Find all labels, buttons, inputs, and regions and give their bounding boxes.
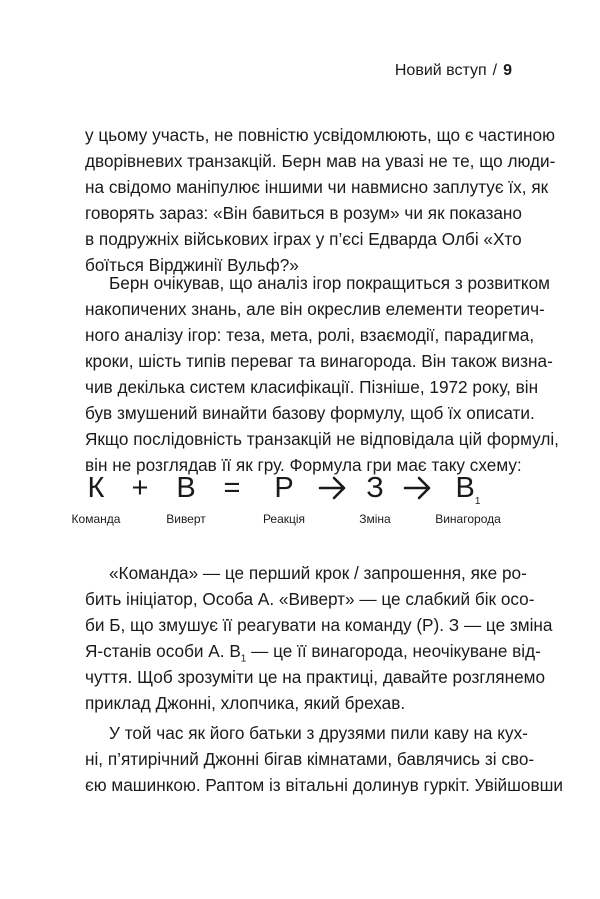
formula-symbol-v: В [176, 472, 196, 504]
paragraph-2 [85, 270, 559, 478]
text-line: бить ініціатор, Особа А. «Виверт» — це слабкий бік осо- [85, 589, 535, 609]
formula-equals: = [223, 472, 241, 504]
game-formula [0, 468, 600, 538]
text-line: «Команда» — це перший крок / запрошення, яке ро- [109, 563, 527, 583]
text-line: говорять зараз: «Він бавиться в розум» чи як показано [85, 203, 522, 223]
text-line: Якщо послідовність транзакцій не відповідала цій формулі, [85, 429, 559, 449]
header-separator: / [492, 62, 498, 79]
paragraph-4 [85, 720, 564, 798]
running-header [395, 62, 512, 80]
page-number: 9 [503, 62, 512, 79]
text-line: накопичених знань, але він окреслив елементи теоретич- [85, 299, 545, 319]
text-line: на свідомо маніпулює іншими чи навмисно заплутує їх, як [85, 177, 549, 197]
paragraph-3 [85, 560, 553, 716]
formula-label-response: Реакція [262, 512, 306, 526]
text-line: У той час як його батьки з друзями пили каву на кух- [109, 723, 528, 743]
formula-label-payoff: Винагорода [435, 512, 501, 526]
paragraph-1 [85, 122, 556, 278]
text-line: дворівневих транзакцій. Берн мав на увазі не те, що люди- [85, 151, 556, 171]
text-line: він не розглядав її як гру. Формула гри має таку схему: [85, 455, 522, 475]
formula-symbol-v1-letter: В [455, 472, 475, 504]
text-line: чив декілька систем класифікації. Пізніше, 1972 року, він [85, 377, 539, 397]
text-line: приклад Джонні, хлопчика, який брехав. [85, 693, 406, 713]
text-fragment: — це її винагорода, неочікуване від- [246, 641, 541, 661]
formula-label-switch: Зміна [359, 512, 391, 526]
text-line: Берн очікував, що аналіз ігор покращиться з розвитком [109, 273, 550, 293]
arrow-right-icon [318, 475, 348, 501]
text-line: би Б, що змушує її реагувати на команду (Р). З — це зміна [85, 615, 553, 635]
arrow-right-icon [403, 475, 433, 501]
text-line: чуття. Щоб зрозуміти це на практиці, давайте розглянемо [85, 667, 546, 687]
text-line: ні, п’ятирічний Джонні бігав кімнатами, бавлячись зі сво- [85, 749, 535, 769]
text-line: боїться Вірджинії Вульф?» [85, 255, 299, 275]
text-line: був змушений винайти базову формулу, щоб їх описати. [85, 403, 535, 423]
text-line [85, 638, 541, 665]
chapter-title: Новий вступ [394, 62, 487, 79]
text-fragment: Я-станів особи А. В [85, 641, 241, 661]
subscript: 1 [240, 653, 247, 665]
text-line: кроки, шість типів переваг та винагорода. Він також визна- [85, 351, 553, 371]
formula-symbol-r: Р [274, 472, 294, 504]
formula-plus: + [131, 472, 149, 504]
formula-symbol-k: К [87, 472, 105, 504]
formula-label-gimmick: Виверт [166, 512, 206, 526]
text-line: в подружніх військових іграх у п’єсі Едварда Олбі «Хто [85, 229, 522, 249]
text-line: у цьому участь, не повністю усвідомлюють, що є частиною [85, 125, 555, 145]
formula-label-command: Команда [71, 512, 121, 526]
formula-subscript: 1 [474, 495, 481, 507]
formula-symbol-z: З [366, 472, 384, 504]
text-line: єю машинкою. Раптом із вітальні долинув гуркіт. Увійшовши [85, 775, 564, 795]
text-line: ного аналізу ігор: теза, мета, ролі, взаємодії, парадигма, [85, 325, 535, 345]
